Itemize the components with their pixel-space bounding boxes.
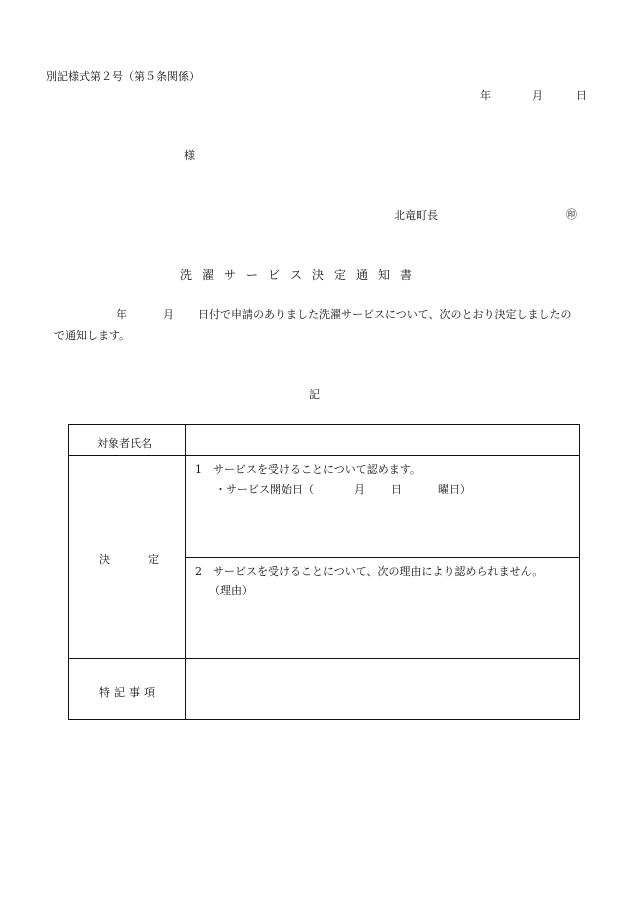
- service-start-date: [215, 481, 471, 497]
- table-column-divider: [185, 425, 186, 719]
- date-day-label: 日: [576, 89, 587, 102]
- addressee-honorific: 様: [184, 149, 195, 162]
- label-decision-char-2: 定: [148, 553, 159, 566]
- label-decision: [99, 551, 159, 567]
- form-number: 別記様式第２号（第５条関係）: [46, 70, 200, 83]
- start-date-month: 月: [354, 483, 365, 496]
- rejection-reason-label: （理由）: [209, 584, 253, 597]
- issuer-name: 北竜町長: [394, 209, 438, 222]
- start-date-weekday: 曜日）: [438, 483, 471, 496]
- row-divider-options: [185, 557, 579, 558]
- document-title: 洗濯サービス決定通知書: [180, 268, 423, 282]
- body-line-1: [116, 306, 572, 322]
- body-month: 月: [163, 308, 174, 321]
- label-special-notes: 特記事項: [99, 686, 159, 699]
- option-approved: 1 サービスを受けることについて認めます。: [195, 463, 421, 476]
- start-date-prefix: ・サービス開始日（: [215, 483, 314, 496]
- date-month-label: 月: [532, 89, 543, 102]
- row-divider-name: [69, 455, 579, 456]
- body-line-2: で通知します。: [54, 329, 131, 342]
- row-divider-decision: [69, 658, 579, 659]
- seal-mark: ㊞: [566, 208, 577, 221]
- decision-table: [68, 424, 580, 720]
- start-date-day: 日: [391, 483, 402, 496]
- body-year: 年: [116, 308, 127, 321]
- body-text: 日付で申請のありました洗濯サービスについて、次のとおり決定しましたの: [198, 308, 572, 321]
- option-rejected: 2 サービスを受けることについて、次の理由により認められません。: [195, 565, 544, 578]
- label-decision-char-1: 決: [99, 553, 110, 566]
- label-subject-name: 対象者氏名: [97, 437, 152, 450]
- ki-heading: 記: [309, 388, 320, 401]
- date-year-label: 年: [480, 89, 491, 102]
